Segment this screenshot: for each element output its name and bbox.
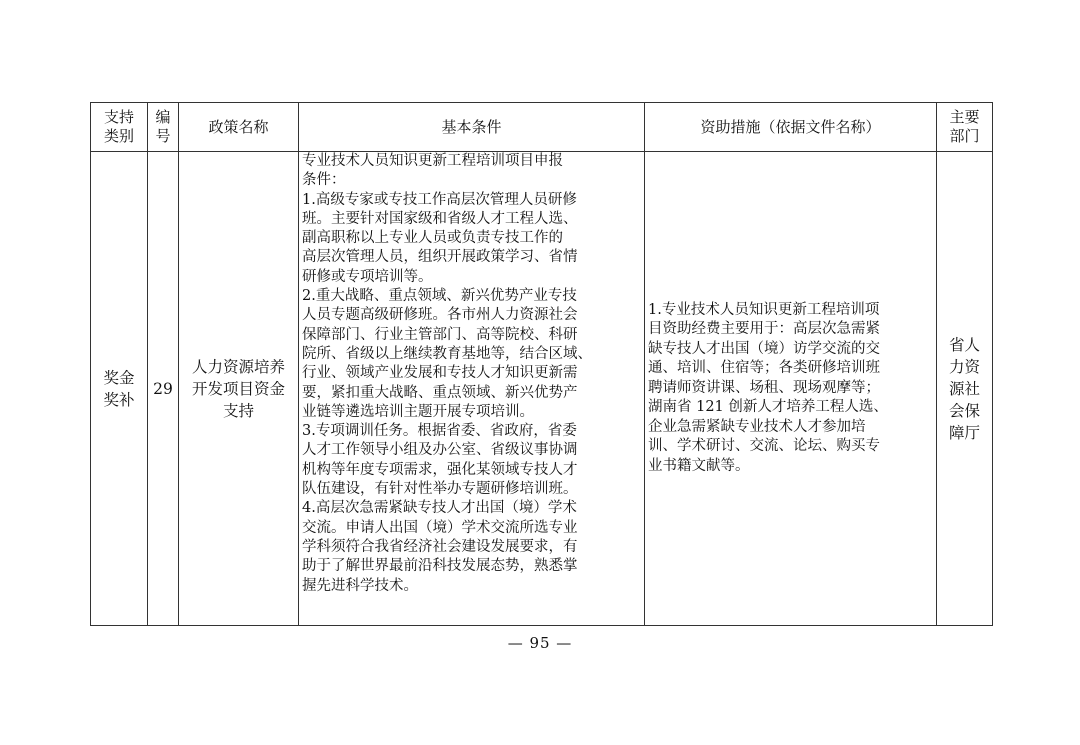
cell-basic-conditions (299, 152, 645, 626)
cell-support-measures-line: 缺专技人才出国（境）访学交流的交 (648, 340, 880, 357)
cell-basic-conditions-line: 2.重大战略、重点领域、新兴优势产业专技 (302, 288, 577, 305)
header-number-line: 编 (155, 108, 171, 126)
cell-basic-conditions-line: 交流。申请人出国（境）学术交流所选专业 (302, 519, 578, 536)
cell-support-measures-line: 训、学术研讨、交流、论坛、购买专 (648, 438, 880, 455)
cell-basic-conditions-line: 队伍建设，有针对性举办专题研修培训班。 (302, 481, 578, 498)
cell-basic-conditions-line: 保障部门、行业主管部门、高等院校、科研 (302, 326, 578, 343)
cell-basic-conditions-line: 条件： (302, 172, 346, 189)
cell-policy-name (179, 152, 299, 626)
cell-basic-conditions-line: 握先进科学技术。 (302, 577, 418, 594)
cell-basic-conditions-line: 人才工作领导小组及办公室、省级议事协调 (302, 442, 578, 459)
cell-support-measures-line: 聘请师资讲课、场租、现场观摩等； (648, 379, 880, 396)
page-number: — 95 — (507, 634, 573, 652)
table-row (91, 152, 993, 626)
header-basic-conditions: 基本条件 (299, 103, 645, 152)
cell-basic-conditions-line: 4.高层次急需紧缺专技人才出国（境）学术 (302, 500, 577, 517)
cell-basic-conditions-line: 人员专题高级研修班。各市州人力资源社会 (302, 307, 578, 324)
header-support-measures: 资助措施（依据文件名称） (645, 103, 937, 152)
cell-basic-conditions-line: 学科须符合我省经济社会建设发展要求，有 (302, 538, 578, 555)
cell-department-line: 会保 (948, 401, 980, 420)
cell-policy-name-line: 开发项目资金 (191, 379, 285, 398)
table-header-row (91, 103, 993, 152)
cell-number: 29 (148, 152, 179, 626)
header-department (937, 103, 993, 152)
cell-basic-conditions-line: 机构等年度专项需求，强化某领域专技人才 (302, 461, 578, 478)
cell-basic-conditions-line: 3.专项调训任务。根据省委、省政府，省委 (302, 423, 577, 440)
cell-support-measures (645, 152, 937, 626)
cell-department-line: 力资 (948, 357, 980, 376)
cell-basic-conditions-line: 高层次管理人员，组织开展政策学习、省情 (302, 249, 578, 266)
cell-category-line: 奖补 (103, 390, 135, 409)
header-number-line: 号 (155, 127, 171, 145)
header-category-line: 支持 (103, 108, 134, 126)
cell-basic-conditions-line: 助于了解世界最前沿科技发展态势，熟悉掌 (302, 558, 578, 575)
cell-basic-conditions-line: 班。主要针对国家级和省级人才工程人选、 (302, 210, 578, 227)
header-policy-name: 政策名称 (179, 103, 299, 152)
cell-category-line: 奖金 (103, 368, 135, 387)
cell-basic-conditions-line: 业链等遴选培训主题开展专项培训。 (302, 403, 534, 420)
header-category (91, 103, 148, 152)
cell-support-measures-line: 1.专业技术人员知识更新工程培训项 (648, 301, 880, 318)
header-department-line: 主要 (949, 108, 980, 126)
cell-support-measures-line: 湖南省 121 创新人才培养工程人选、 (648, 399, 888, 416)
cell-basic-conditions-line: 要，紧扣重大战略、重点领域、新兴优势产 (302, 384, 578, 401)
cell-basic-conditions-line: 院所、省级以上继续教育基地等，结合区域、 (302, 345, 592, 362)
cell-basic-conditions-line: 行业、领域产业发展和专技人才知识更新需 (302, 365, 578, 382)
header-department-line: 部门 (949, 127, 980, 145)
cell-basic-conditions-line: 专业技术人员知识更新工程培训项目申报 (302, 153, 563, 169)
cell-policy-name-line: 人力资源培养 (191, 357, 285, 376)
cell-policy-name-line: 支持 (222, 401, 254, 420)
cell-support-measures-line: 企业急需紧缺专业技术人才参加培 (648, 418, 866, 435)
cell-support-measures-line: 目资助经费主要用于：高层次急需紧 (648, 321, 880, 338)
cell-department (937, 152, 993, 626)
header-number (148, 103, 179, 152)
cell-department-line: 源社 (948, 379, 980, 398)
cell-basic-conditions-line: 1.高级专家或专技工作高层次管理人员研修 (302, 191, 577, 208)
cell-category (91, 152, 148, 626)
policy-table (90, 102, 993, 626)
header-category-line: 类别 (103, 127, 134, 145)
cell-support-measures-line: 业书籍文献等。 (648, 457, 750, 474)
cell-department-line: 省人 (948, 335, 980, 354)
cell-basic-conditions-line: 研修或专项培训等。 (302, 268, 433, 285)
cell-support-measures-line: 通、培训、住宿等；各类研修培训班 (648, 360, 880, 377)
cell-department-line: 障厅 (948, 423, 980, 442)
cell-basic-conditions-line: 副高职称以上专业人员或负责专技工作的 (302, 230, 563, 247)
